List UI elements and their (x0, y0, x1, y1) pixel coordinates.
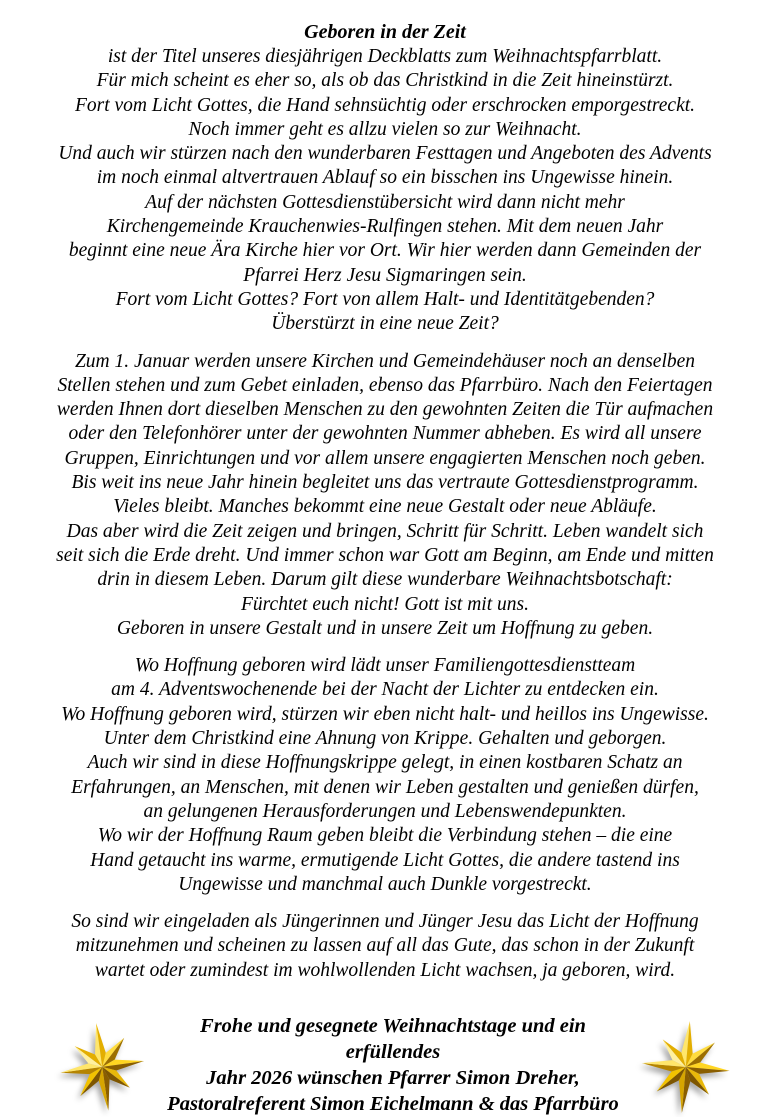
footer-text: Frohe und gesegnete Weihnachtstage und ein erfüllendes Jahr 2026 wünschen Pfarrer Simon Dreher, Pastoralreferent Simon Eichelmann & das Pfarrbüro (167, 1014, 619, 1115)
paragraph-hoffnung: Wo Hoffnung geboren wird lädt unser Familiengottesdienstteam am 4. Adventswochenende bei der Nacht der Lichter zu entdecken ein. Wo Hoffnung geboren wird, stürzen wir eben nicht halt- und heillos ins Ungewisse. Unter dem Christkind eine Ahnung von Krippe. Gehalten und geborgen. Auch wir sind in diese Hoffnungskrippe gelegt, in einen kostbaren Schatz an Erfahrungen, an Menschen, mit denen wir Leben gestalten und genießen dürfen, an gelungenen Herausforderungen und Lebenswendepunkten. Wo wir der Hoffnung Raum geben bleibt die Verbindung stehen – die eine Hand getaucht ins warme, ermutigende Licht Gottes, die andere tastend ins Ungewisse und manchmal auch Dunkle vorgestreckt. (61, 655, 709, 895)
gold-star-icon (636, 1015, 736, 1115)
paragraph-january: Zum 1. Januar werden unsere Kirchen und Gemeindehäuser noch an denselben Stellen stehen und zum Gebet einladen, ebenso das Pfarrbüro. Nach den Feiertagen werden Ihnen dort dieselben Menschen zu den gewohnten Zeiten die Tür aufmachen oder den Telefonhörer unter der gewohnten Nummer abheben. Es wird all unsere Gruppen, Einrichtungen und vor allem unsere engagierten Menschen noch geben. Bis weit ins neue Jahr hinein begleitet uns das vertraute Gottesdienstprogramm. Vieles bleibt. Manches bekommt eine neue Gestalt oder neue Abläufe. Das aber wird die Zeit zeigen und bringen, Schritt für Schritt. Leben wandelt sich seit sich die Erde dreht. Und immer schon war Gott am Beginn, am Ende und mitten drin in diesem Leben. Darum gilt diese wunderbare Weihnachtsbotschaft: Fürchtet euch nicht! Gott ist mit uns. Geboren in unsere Gestalt und in unsere Zeit um Hoffnung zu geben. (56, 350, 714, 639)
footer-greeting (34, 1013, 736, 1117)
paragraph-intro: ist der Titel unseres diesjährigen Deckblatts zum Weihnachtspfarrblatt. Für mich scheint es eher so, als ob das Christkind in die Zeit hineinstürzt. Fort vom Licht Gottes, die Hand sehnsüchtig oder erschrocken emporgestreckt. Noch immer geht es allzu vielen so zur Weihnacht. Und auch wir stürzen nach den wunderbaren Festtagen und Angeboten des Advents im noch einmal altvertrauen Ablauf so ein bisschen ins Ungewisse hinein. Auf der nächsten Gottesdienstübersicht wird dann nicht mehr Kirchengemeinde Krauchenwies-Rulfingen stehen. Mit dem neuen Jahr beginnt eine neue Ära Kirche hier vor Ort. Wir hier werden dann Gemeinden der Pfarrei Herz Jesu Sigmaringen sein. Fort vom Licht Gottes? Fort von allem Halt- und Identitätgebenden? Überstürzt in eine neue Zeit? (58, 46, 712, 335)
page-title: Geboren in der Zeit (304, 21, 466, 43)
gold-star-icon (54, 1017, 150, 1113)
paragraph-closing: So sind wir eingeladen als Jüngerinnen und Jünger Jesu das Licht der Hoffnung mitzunehmen und scheinen zu lassen auf all das Gute, das schon in der Zukunft wartet oder zumindest im wohlwollenden Licht wachsen, ja geboren, wird. (71, 911, 699, 981)
